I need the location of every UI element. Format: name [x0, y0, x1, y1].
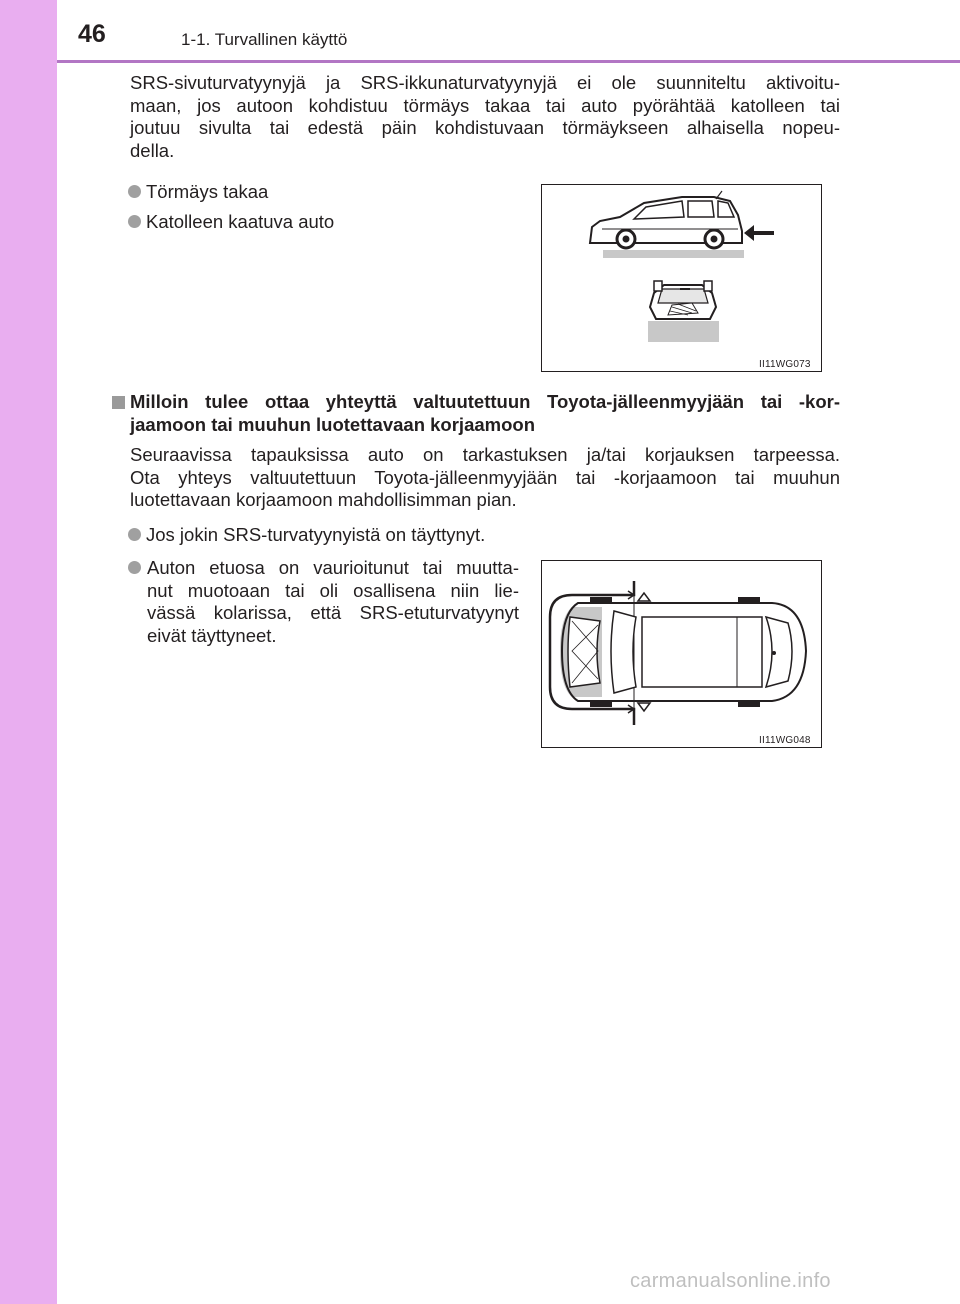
watermark: carmanualsonline.info — [630, 1270, 831, 1292]
intro-line: della. — [130, 139, 175, 161]
figure-code: II11WG048 — [759, 735, 811, 746]
list-item-text: Törmäys takaa — [146, 181, 269, 202]
intro-paragraph — [130, 72, 840, 162]
section-heading — [130, 391, 840, 436]
bullet-icon — [128, 528, 141, 541]
heading-line: jaamoon tai muuhun luotettavaan korjaamoon — [130, 413, 535, 435]
bullet-icon — [128, 185, 141, 198]
section-marker-icon — [112, 396, 125, 409]
body-line: Ota yhteys valtuutettuun Toyota-jälleenmyyjään tai -korjaamoon tai muuhun — [130, 466, 840, 488]
figure-front-damage — [541, 560, 822, 748]
sidebar-tab — [0, 0, 57, 1304]
list-item — [128, 211, 334, 234]
header-rule — [57, 60, 960, 63]
list-item-text: Jos jokin SRS-turvatyynyistä on täyttynyt. — [146, 524, 486, 545]
car-top-view-icon — [542, 561, 821, 747]
car-illustration-icon — [542, 185, 821, 371]
bullet-icon — [128, 561, 141, 574]
list-item-text: Katolleen kaatuva auto — [146, 211, 335, 232]
list-item — [128, 524, 485, 547]
list-item — [128, 557, 146, 580]
chapter-title: 1-1. Turvallinen käyttö — [181, 30, 348, 49]
intro-line: maan, jos autoon kohdistuu törmäys takaa tai auto pyörähtää katolleen tai — [130, 94, 840, 116]
intro-line: SRS-sivuturvatyynyjä ja SRS-ikkunaturvatyynyjä ei ole suunniteltu aktivoitu- — [130, 72, 840, 93]
section-body — [130, 444, 840, 512]
list-item — [128, 181, 268, 204]
body-line: Seuraavissa tapauksissa auto on tarkastuksen ja/tai korjauksen tarpeessa. — [130, 444, 840, 465]
heading-line: Milloin tulee ottaa yhteyttä valtuutettuun Toyota-jälleenmyyjään tai -kor- — [130, 391, 840, 412]
list-item-line: eivät täyttyneet. — [147, 624, 277, 646]
intro-line: joutuu sivulta tai edestä päin kohdistuvaan törmäykseen alhaisella nopeu- — [130, 117, 840, 139]
list-item-line: nut muotoaan tai oli osallisena niin lie- — [147, 579, 519, 601]
body-line: luotettavaan korjaamoon mahdollisimman pian. — [130, 489, 517, 511]
bullet-icon — [128, 215, 141, 228]
list-item-line: Auton etuosa on vaurioitunut tai muutta- — [147, 557, 519, 578]
figure-rear-collision-rollover — [541, 184, 822, 372]
figure-code: II11WG073 — [759, 359, 811, 370]
list-item-text-block — [147, 557, 519, 647]
list-item-line: vässä kolarissa, että SRS-etuturvatyynyt — [147, 602, 519, 624]
page-number: 46 — [78, 20, 106, 48]
